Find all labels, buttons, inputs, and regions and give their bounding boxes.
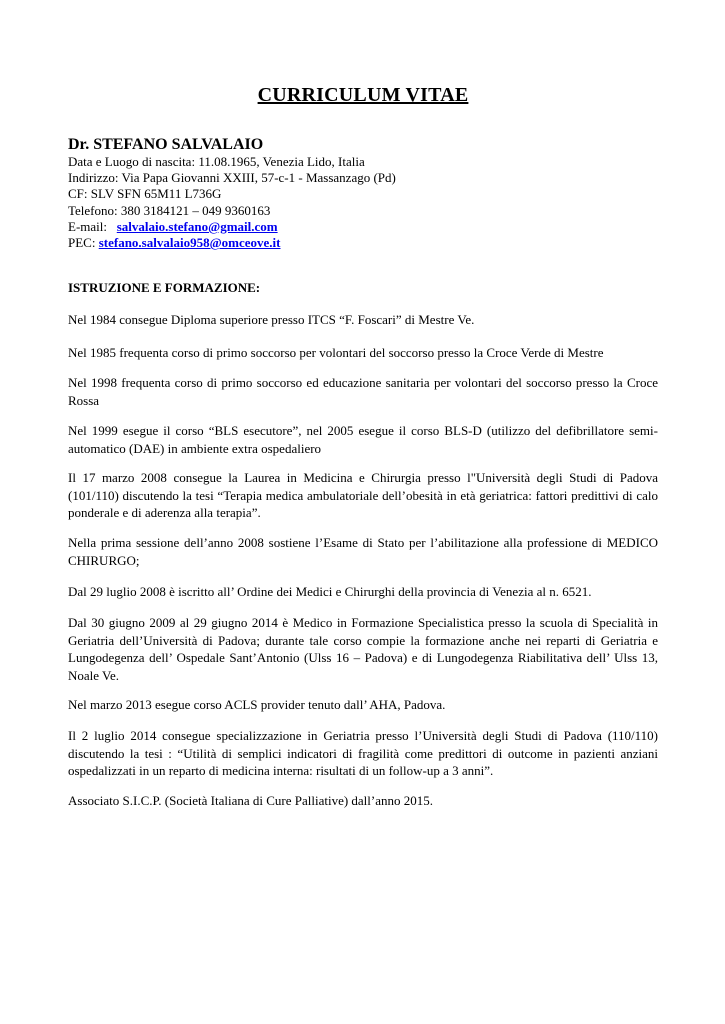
- education-paragraph: Nella prima sessione dell’anno 2008 sostiene l’Esame di Stato per l’abilitazione alla professione di MEDICO CHIRURGO;: [68, 535, 658, 568]
- document-title: CURRICULUM VITAE: [257, 84, 469, 106]
- education-paragraph: Nel marzo 2013 esegue corso ACLS provider tenuto dall’ AHA, Padova.: [68, 697, 446, 712]
- email-row: [68, 219, 396, 235]
- education-paragraph: Dal 30 giugno 2009 al 29 giugno 2014 è Medico in Formazione Specialistica presso la scuola di Specialità in Geriatria dell’Università di Padova; durante tale corso compie la formazione anche nei reparti di Geriatria e Lungodegenza dell’ Ospedale Sant’Antonio (Ulss 16 – Padova) e di Lungodegenza Riabilitativa dell’ Ulss 13, Noale Ve.: [68, 615, 658, 683]
- pec-row: [68, 235, 396, 251]
- person-name: Dr. STEFANO SALVALAIO: [68, 136, 264, 153]
- education-paragraph: Nel 1985 frequenta corso di primo soccorso per volontari del soccorso presso la Croce Verde di Mestre: [68, 345, 604, 360]
- email-link[interactable]: salvalaio.stefano@gmail.com: [116, 218, 278, 234]
- education-paragraph: Dal 29 luglio 2008 è iscritto all’ Ordine dei Medici e Chirurghi della provincia di Venezia al n. 6521.: [68, 584, 592, 599]
- phone-info: Telefono: 380 3184121 – 049 9360163: [68, 202, 271, 218]
- education-paragraph: Il 2 luglio 2014 consegue specializzazione in Geriatria presso l’Università degli Studi di Padova (110/110) discutendo la tesi : “Utilità di semplici indicatori di fragilità come predittori di outcome in pazienti anziani ospedalizzati in un reparto di medicina interna: risultati di un follow-up a 3 anni”.: [68, 728, 658, 779]
- pec-link[interactable]: stefano.salvalaio958@omceove.it: [98, 235, 281, 251]
- section-heading-education: ISTRUZIONE E FORMAZIONE:: [68, 280, 261, 295]
- birth-info: Data e Luogo di nascita: 11.08.1965, Venezia Lido, Italia: [68, 154, 365, 169]
- education-paragraph: Nel 1998 frequenta corso di primo soccorso ed educazione sanitaria per volontari del soccorso presso la Croce Rossa: [68, 375, 658, 408]
- education-paragraph: Associato S.I.C.P. (Società Italiana di Cure Palliative) dall’anno 2015.: [68, 793, 434, 808]
- contact-block: [68, 154, 396, 251]
- address-info: Indirizzo: Via Papa Giovanni XXIII, 57-c-1 - Massanzago (Pd): [68, 170, 396, 186]
- education-paragraph: Il 17 marzo 2008 consegue la Laurea in Medicina e Chirurgia presso l"Università degli Studi di Padova (101/110) discutendo la tesi “Terapia medica ambulatoriale dell’obesità in età geriatrica: fattori predittivi di calo ponderale e di aderenza alla terapia”.: [68, 470, 658, 521]
- education-paragraph: Nel 1984 consegue Diploma superiore presso ITCS “F. Foscari” di Mestre Ve.: [68, 312, 475, 327]
- fiscal-code: CF: SLV SFN 65M11 L736G: [68, 186, 222, 202]
- email-label: E-mail:: [68, 218, 107, 234]
- pec-label: PEC:: [68, 235, 96, 251]
- education-paragraph: Nel 1999 esegue il corso “BLS esecutore”, nel 2005 esegue il corso BLS-D (utilizzo del defibrillatore semi-automatico (DAE) in ambiente extra ospedaliero: [68, 423, 658, 456]
